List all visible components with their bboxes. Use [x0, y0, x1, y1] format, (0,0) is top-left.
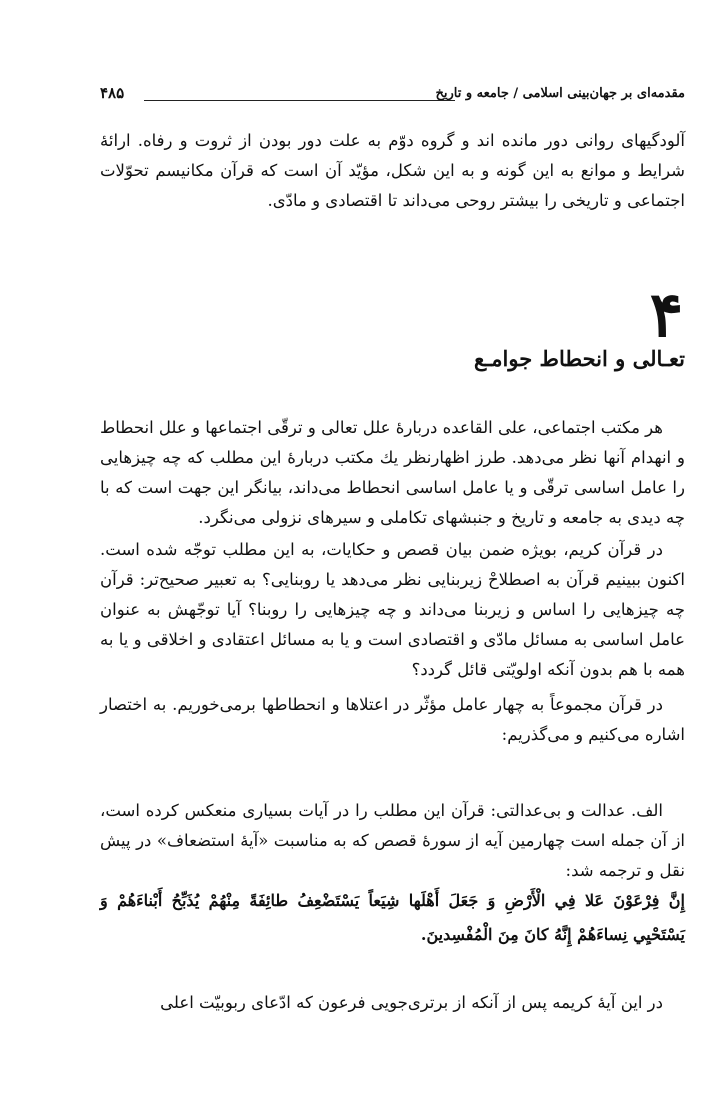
running-title: مقدمه‌ای بر جهان‌بینی اسلامی / جامعه و تاریخ	[429, 86, 685, 101]
header-rule	[144, 100, 455, 101]
closing-paragraph: در این آیهٔ کریمه پس از آنکه از برتری‌جویی فرعون که ادّعای ربوبیّت اعلی	[160, 993, 663, 1012]
body-paragraph-2: در قرآن کریم، بویژه ضمن بیان قصص و حکایات، به این مطلب توجّه شده است. اکنون ببینیم قرآن به اصطلاحْ زیربنایی نظر می‌دهد یا روبنایی؟ به تعبیر صحیح‌تر: قرآن چه چیزهایی را اساس و زیربنا می‌داند و چه چیزهایی را روبنا؟ آیا توجّهش به عنوان عامل اساسی به مسائل مادّی و اقتصادی است و یا به مسائل اعتقادی و اخلاقی و یا به همه با هم بدون آنکه اولویّتی قائل گردد؟	[100, 540, 685, 679]
body-paragraph-3: در قرآن مجموعاً به چهار عامل مؤثّر در اعتلاها و انحطاطها برمی‌خوریم. به اختصار اشاره می‌کنیم و می‌گذریم:	[100, 695, 685, 744]
section-number: ۴	[649, 278, 683, 351]
body-paragraph-1: هر مکتب اجتماعی، علی القاعده دربارهٔ علل تعالی و ترقّی اجتماعها و علل انحطاط و انهدام آنها نظر می‌دهد. طرز اظهارنظر یك مکتب دربارهٔ این مطلب که چه چیزهایی را عامل اساسی ترقّی و یا عامل اساسی انحطاط می‌داند، بیانگر این جهت است که با چه دیدی به جامعه و تاریخ و جنبشهای تکاملی و سیرهای نزولی می‌نگرد.	[100, 418, 685, 527]
quran-verse: إِنَّ فِرْعَوْنَ عَلا فِي الْأَرْضِ وَ جَعَلَ أَهْلَها شِيَعاً يَسْتَضْعِفُ طائِفَةً مِنْهُمْ يُذَبِّحُ أَبْناءَهُمْ وَ يَسْتَحْيِي نِساءَهُمْ إِنَّهُ كانَ مِنَ الْمُفْسِدينَ.	[100, 891, 685, 944]
section-title: تعـالی و انحطاط جوامـع	[473, 346, 685, 371]
page-number: ۴۸۵	[100, 84, 130, 102]
intro-paragraph: آلودگیهای روانی دور مانده اند و گروه دوّم به علت دور بودن از ثروت و رفاه. ارائهٔ شرایط و موانع به این گونه و به این شکل، مؤیّد آن است که قرآن مکانیسم تحوّلات اجتماعی و تاریخی را بیشتر روحی می‌داند تا اقتصادی و مادّی.	[100, 131, 685, 210]
book-page	[100, 78, 685, 1078]
body-paragraph-4: الف. عدالت و بی‌عدالتی: قرآن این مطلب را در آیات بسیاری منعکس کرده است، از آن جمله است چهارمین آیه از سورهٔ قصص که به مناسبت «آیهٔ استضعاف» در پیش نقل و ترجمه شد:	[100, 801, 685, 880]
running-header	[100, 86, 685, 112]
